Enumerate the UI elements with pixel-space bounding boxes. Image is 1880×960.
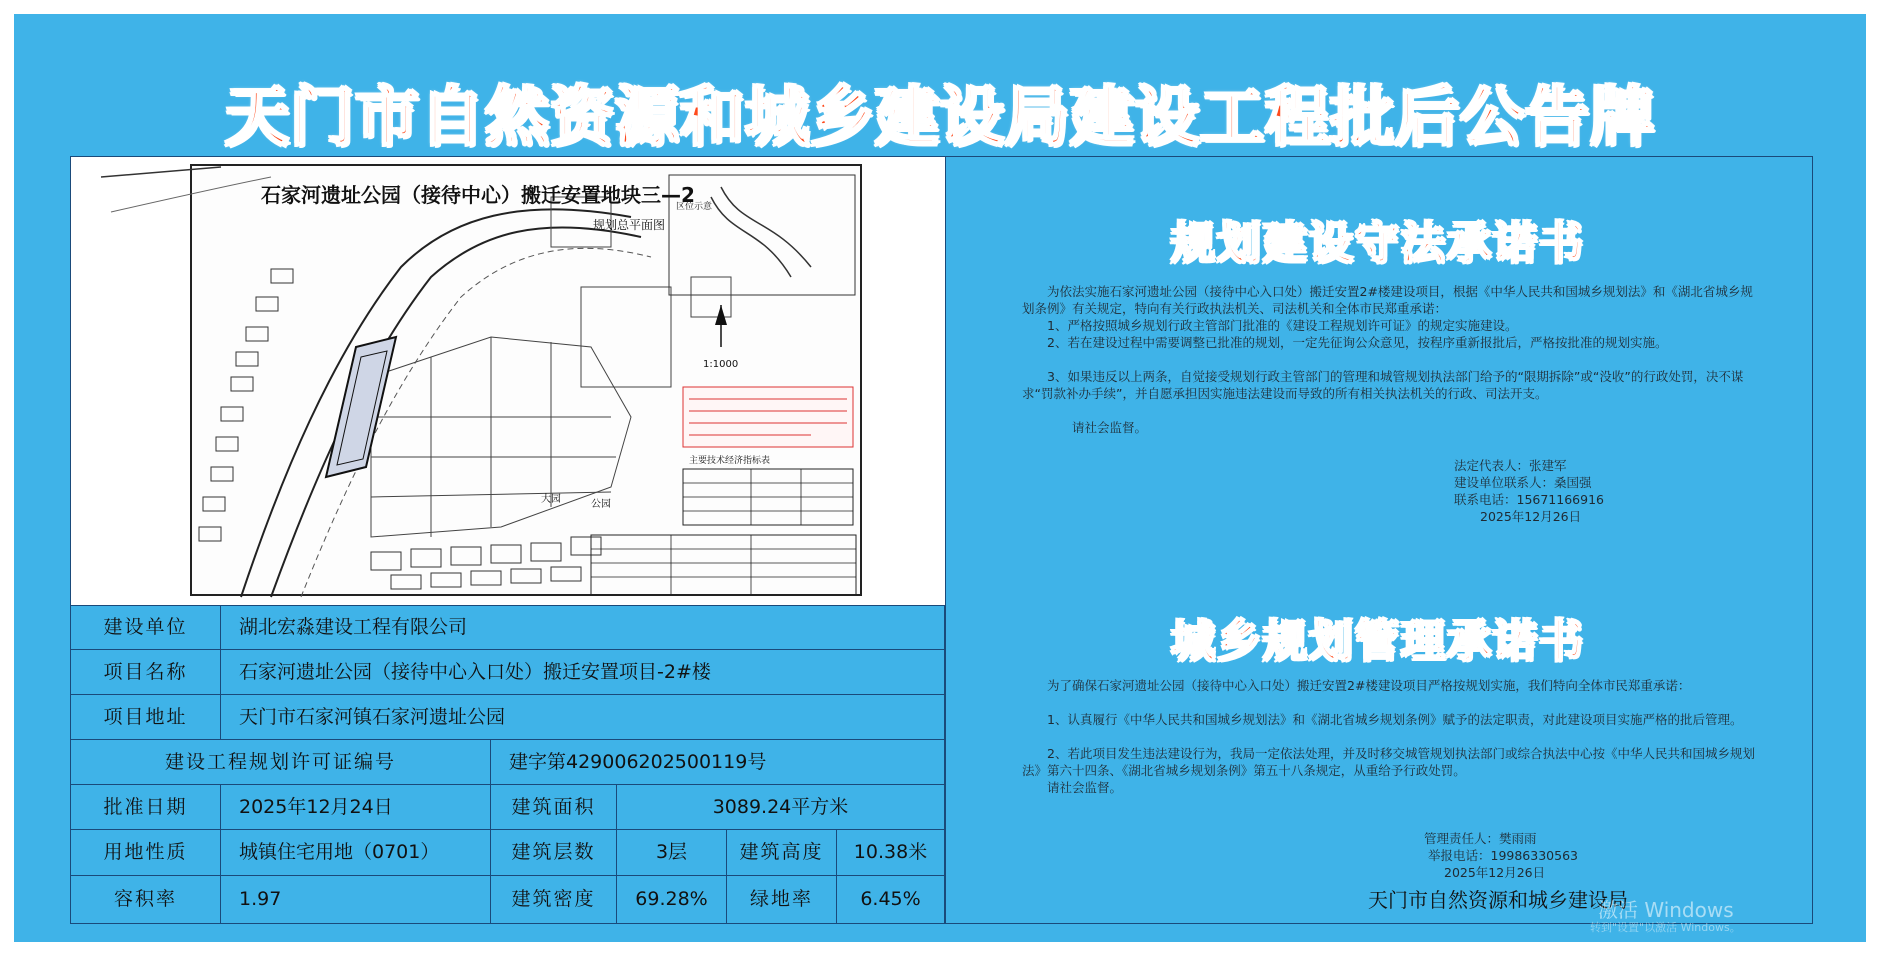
site-plan-subtitle: 规划总平面图 bbox=[593, 218, 666, 232]
developer-label: 建设单位 bbox=[71, 605, 221, 650]
land-use-value: 城镇住宅用地（0701） bbox=[221, 830, 491, 876]
site-plan-drawing bbox=[71, 157, 945, 605]
developer-contact: 建设单位联系人：桑国强 bbox=[1454, 475, 1592, 490]
density-value: 69.28% bbox=[617, 876, 727, 923]
developer-phone: 联系电话：15671166916 bbox=[1454, 492, 1604, 507]
site-plan bbox=[71, 157, 945, 606]
floor-area-label: 建筑面积 bbox=[491, 785, 617, 830]
pledge1-intro: 为依法实施石家河遗址公园（接待中心入口处）搬迁安置2#楼建设项目，根据《中华人民共和国城乡规划法》和《湖北省城乡规划条例》有关规定，特向有关行政执法机关、司法机关和全体市民郑重承诺： bbox=[1022, 284, 1753, 316]
manager: 管理责任人：樊雨雨 bbox=[1424, 831, 1537, 846]
approval-date-value: 2025年12月24日 bbox=[221, 785, 491, 830]
site-plan-area-label-2: 公园 bbox=[591, 499, 611, 510]
far-value: 1.97 bbox=[221, 876, 491, 923]
project-name-value: 石家河遗址公园（接待中心入口处）搬迁安置项目-2#楼 bbox=[221, 650, 945, 695]
developer-value: 湖北宏淼建设工程有限公司 bbox=[221, 605, 945, 650]
pledge1-closing: 请社会监督。 bbox=[1072, 420, 1148, 435]
site-plan-table-title: 主要技术经济指标表 bbox=[689, 456, 771, 466]
floors-label: 建筑层数 bbox=[491, 830, 617, 876]
site-plan-area-label-1: 大园 bbox=[541, 494, 561, 505]
notice-board bbox=[14, 14, 1866, 942]
land-use-label: 用地性质 bbox=[71, 830, 221, 876]
pledge2-intro: 为了确保石家河遗址公园（接待中心入口处）搬迁安置2#楼建设项目严格按规划实施，我们特向全体市民郑重承诺： bbox=[1047, 678, 1691, 693]
pledge2-item-2: 2、若此项目发生违法建设行为，我局一定依法处理，并及时移交城管规划执法部门或综合执法中心按《中华人民共和国城乡规划法》第六十四条、《湖北省城乡规划条例》第五十八条规定，从重给予行政处罚。 bbox=[1022, 746, 1755, 778]
windows-activation-watermark: 激活 Windows bbox=[1598, 898, 1734, 922]
report-phone: 举报电话：19986330563 bbox=[1428, 848, 1578, 863]
left-panel bbox=[70, 156, 946, 924]
height-value: 10.38米 bbox=[837, 830, 945, 876]
density-label: 建筑密度 bbox=[491, 876, 617, 923]
legal-rep: 法定代表人：张建军 bbox=[1454, 458, 1567, 473]
project-name-label: 项目名称 bbox=[71, 650, 221, 695]
permit-label: 建设工程规划许可证编号 bbox=[71, 740, 491, 785]
project-address-label: 项目地址 bbox=[71, 695, 221, 740]
floor-area-value: 3089.24平方米 bbox=[617, 785, 945, 830]
height-label: 建筑高度 bbox=[727, 830, 837, 876]
pledge1-title: 规划建设守法承诺书 bbox=[1171, 218, 1585, 269]
approval-date-label: 批准日期 bbox=[71, 785, 221, 830]
project-address-value: 天门市石家河镇石家河遗址公园 bbox=[221, 695, 945, 740]
site-plan-legend-title: 区位示意 bbox=[676, 202, 713, 212]
pledge2-item-1: 1、认真履行《中华人民共和国城乡规划法》和《湖北省城乡规划条例》赋予的法定职责，对此建设项目实施严格的批后管理。 bbox=[1047, 712, 1743, 727]
issuing-authority: 天门市自然资源和城乡建设局 bbox=[1368, 888, 1628, 912]
far-label: 容积率 bbox=[71, 876, 221, 923]
green-rate-value: 6.45% bbox=[837, 876, 945, 923]
green-rate-label: 绿地率 bbox=[727, 876, 837, 923]
pledge2-closing: 请社会监督。 bbox=[1047, 780, 1123, 795]
permit-value: 建字第429006202500119号 bbox=[491, 740, 945, 785]
pledge1-item-1: 1、严格按照城乡规划行政主管部门批准的《建设工程规划许可证》的规定实施建设。 bbox=[1047, 318, 1518, 333]
floors-value: 3层 bbox=[617, 830, 727, 876]
pledge1-item-3: 3、如果违反以上两条，自觉接受规划行政主管部门的管理和城管规划执法部门给予的“限期拆除”或“没收”的行政处罚，决不谋求“罚款补办手续”，并自愿承担因实施违法建设而导致的所有相关执法机关的行政、司法开支。 bbox=[1022, 369, 1744, 401]
windows-activation-hint: 转到"设置"以激活 Windows。 bbox=[1590, 921, 1741, 934]
pledge2-title: 城乡规划管理承诺书 bbox=[1171, 616, 1585, 667]
project-info-table bbox=[71, 605, 945, 923]
right-panel bbox=[944, 156, 1813, 924]
pledge2-date: 2025年12月26日 bbox=[1444, 865, 1546, 880]
pledge1-date: 2025年12月26日 bbox=[1480, 509, 1582, 524]
site-plan-title: 石家河遗址公园（接待中心）搬迁安置地块三—2 bbox=[261, 183, 695, 207]
pledge1-item-2: 2、若在建设过程中需要调整已批准的规划，一定先征询公众意见，按程序重新报批后，严格按批准的规划实施。 bbox=[1047, 335, 1668, 350]
board-title: 天门市自然资源和城乡建设局建设工程批后公告牌 bbox=[225, 81, 1655, 155]
site-plan-scale: 1:1000 bbox=[703, 359, 739, 370]
